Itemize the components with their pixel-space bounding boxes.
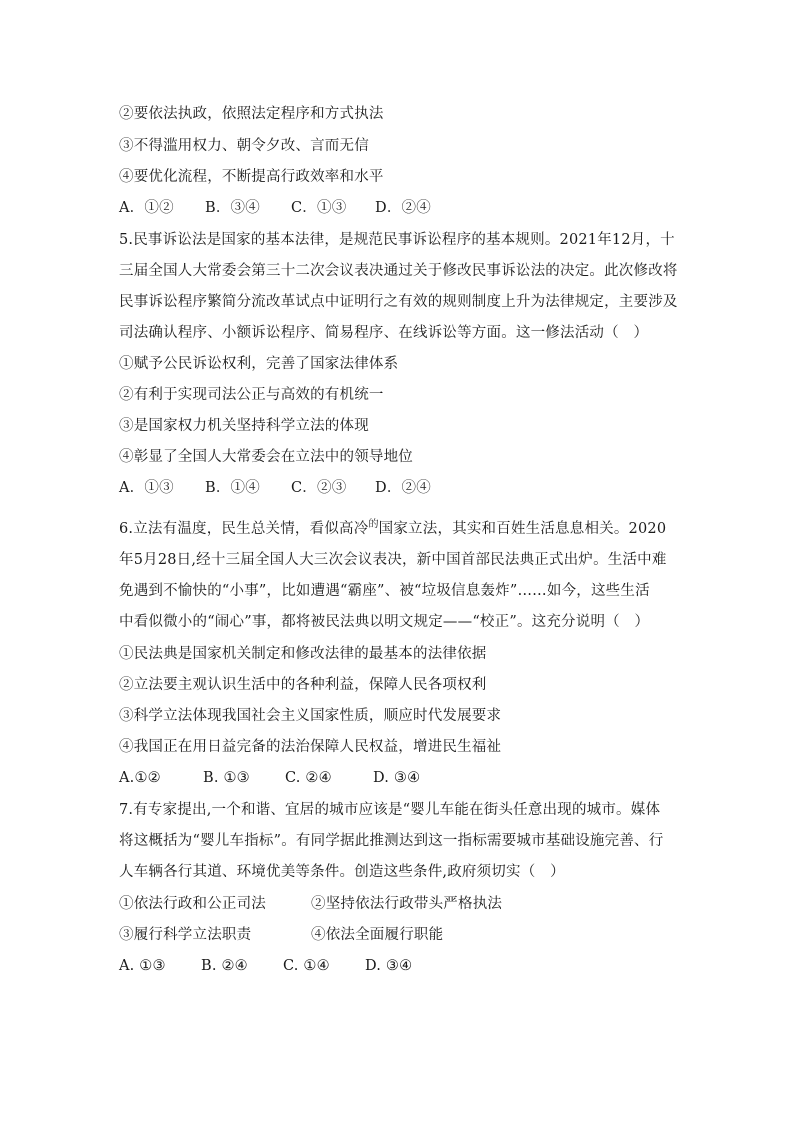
q5-option-a: A．①③ xyxy=(119,480,174,496)
q4-option-d: D．②④ xyxy=(375,200,431,216)
q5-item-3: ③是国家权力机关坚持科学立法的体现 xyxy=(119,418,369,434)
q6-stem-line-2: 年5月28日,经十三届全国人大三次会议表决，新中国首部民法典正式出炉。生活中难 xyxy=(119,552,667,568)
q4-option-c: C．①③ xyxy=(291,200,347,216)
q6-option-c: C. ②④ xyxy=(285,770,332,786)
q7-option-a: A. ①③ xyxy=(119,958,166,974)
q7-items-row-1 xyxy=(119,894,679,914)
q6-stem-line-4: 中看似微小的“闹心”事，都将被民法典以明文规定——“校正”。这充分说明（ ） xyxy=(119,614,650,630)
q5-item-4: ④彰显了全国人大常委会在立法中的领导地位 xyxy=(119,449,413,465)
q5-option-c: C．②③ xyxy=(291,480,347,496)
q7-stem-line-3: 人车辆各行其道、环境优美等条件。创造这些条件,政府须切实（ ） xyxy=(119,864,565,880)
q7-option-c: C. ①④ xyxy=(283,958,330,974)
q4-item-3: ③不得滥用权力、朝令夕改、言而无信 xyxy=(119,138,369,154)
q7-stem-line-1: 7.有专家提出,一个和谐、宜居的城市应该是“婴儿车能在街头任意出现的城市。媒体 xyxy=(119,802,661,818)
q5-stem-line-2: 三届全国人大常委会第三十二次会议表决通过关于修改民事诉讼法的决定。此次修改将 xyxy=(119,263,678,279)
q5-stem-line-1: 5.民事诉讼法是国家的基本法律，是规范民事诉讼程序的基本规则。2021年12月，十 xyxy=(119,232,675,248)
q6-option-a: A.①② xyxy=(119,770,161,786)
q5-stem-line-3: 民事诉讼程序繁简分流改革试点中证明行之有效的规则制度上升为法律规定，主要涉及 xyxy=(119,294,678,310)
q7-item-2: ②坚持依法行政带头严格执法 xyxy=(311,896,503,912)
q7-item-3: ③履行科学立法职责 xyxy=(119,927,252,943)
q5-options xyxy=(119,478,679,498)
q6-options xyxy=(119,768,679,788)
q6-stem-line-1-sup: 的 xyxy=(368,519,379,530)
q4-option-b: B．③④ xyxy=(205,200,260,216)
q6-stem-line-3: 免遇到不愉快的“小事”，比如遭遇“霸座”、被“垃圾信息轰炸”……如今，这些生活 xyxy=(119,583,650,599)
q6-option-d: D. ③④ xyxy=(373,770,421,786)
q7-options xyxy=(119,956,679,976)
q5-option-d: D．②④ xyxy=(375,480,431,496)
q4-options xyxy=(119,198,679,218)
q6-option-b: B. ①③ xyxy=(203,770,250,786)
q6-stem-line-1-part-b: 国家立法，其实和百姓生活息息相关。2020 xyxy=(378,521,667,537)
q6-stem-line-1-part-a: 6.立法有温度，民生总关情，看似高冷 xyxy=(119,521,369,537)
q6-item-1: ①民法典是国家机关制定和修改法律的最基本的法律依据 xyxy=(119,646,487,662)
q6-item-4: ④我国正在用日益完备的法治保障人民权益，增进民生福祉 xyxy=(119,739,502,755)
q7-option-b: B. ②④ xyxy=(201,958,248,974)
q4-option-a: A．①② xyxy=(119,200,174,216)
q4-item-4: ④要优化流程，不断提高行政效率和水平 xyxy=(119,169,384,185)
q7-items-row-2 xyxy=(119,925,679,945)
q7-option-d: D. ③④ xyxy=(365,958,413,974)
q7-item-4: ④依法全面履行职能 xyxy=(311,927,444,943)
q6-item-3: ③科学立法体现我国社会主义国家性质，顺应时代发展要求 xyxy=(119,708,502,724)
q5-stem-line-4: 司法确认程序、小额诉讼程序、简易程序、在线诉讼等方面。这一修法活动（ ） xyxy=(119,325,649,341)
q4-item-2: ②要依法执政，依照法定程序和方式执法 xyxy=(119,106,384,122)
q5-option-b: B．①④ xyxy=(205,480,260,496)
q7-item-1: ①依法行政和公正司法 xyxy=(119,896,266,912)
q7-stem-line-2: 将这概括为“婴儿车指标”。有同学据此推测达到这一指标需要城市基础设施完善、行 xyxy=(119,833,664,849)
q5-item-2: ②有利于实现司法公正与高效的有机统一 xyxy=(119,387,384,403)
q6-stem-line-1 xyxy=(119,519,679,541)
q6-item-2: ②立法要主观认识生活中的各种利益，保障人民各项权利 xyxy=(119,677,487,693)
q5-item-1: ①赋予公民诉讼权利，完善了国家法律体系 xyxy=(119,356,399,372)
